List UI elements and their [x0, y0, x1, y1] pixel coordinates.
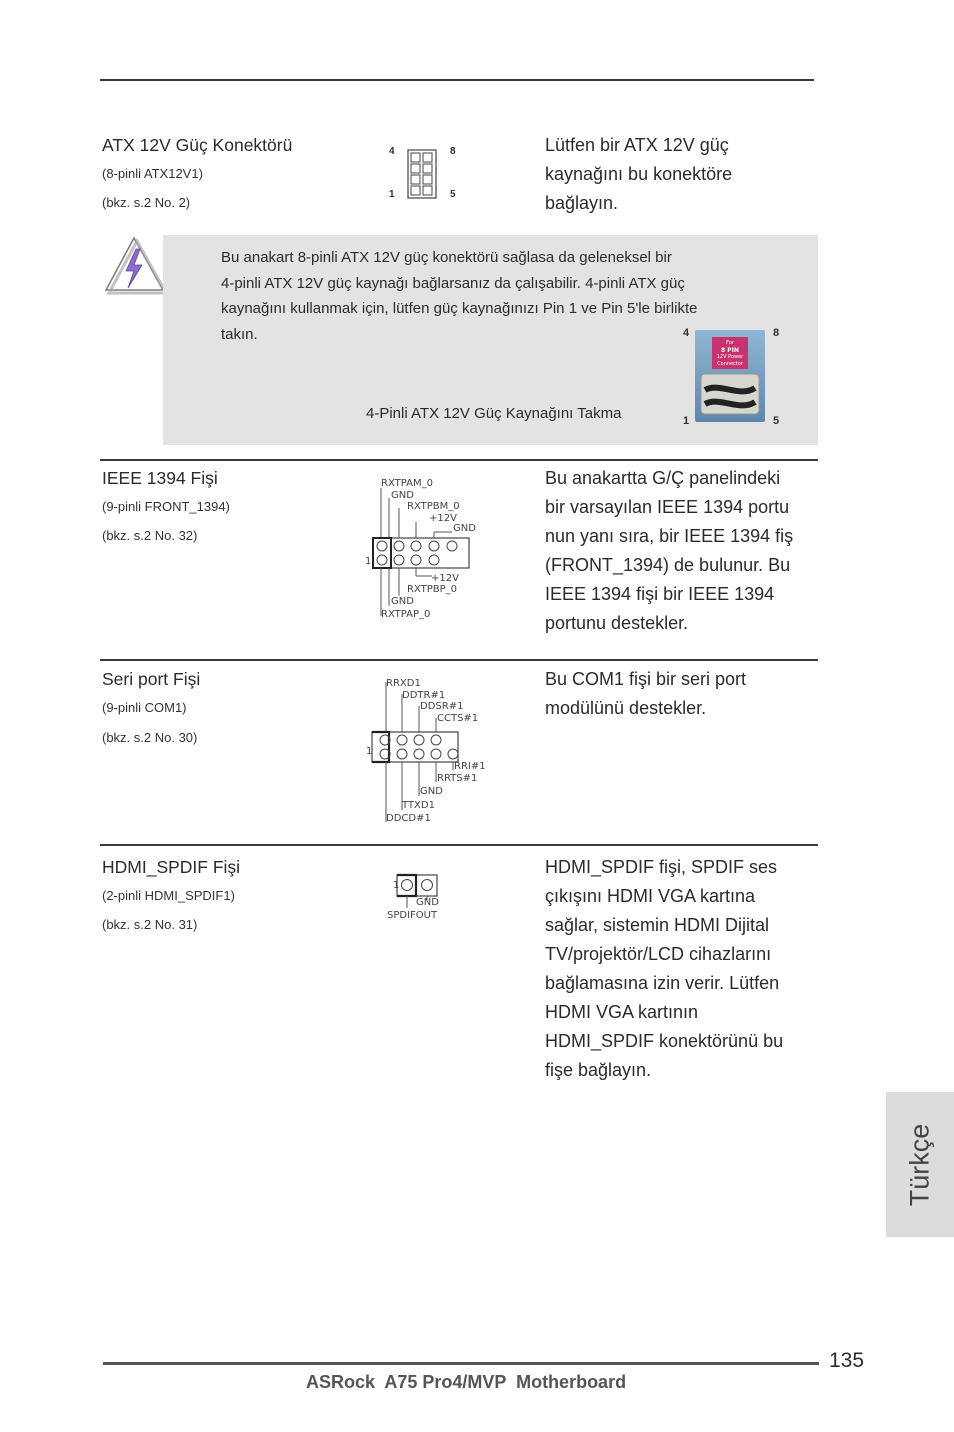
warning-icon: [100, 235, 166, 295]
ieee-subtitle-pins: (9-pinli FRONT_1394): [102, 499, 230, 514]
com-pin-rrxd1: RRXD1: [386, 678, 421, 689]
connector-photo-label: For 8 PIN 12V Power Connector: [712, 337, 748, 369]
ieee-desc-line: (FRONT_1394) de bulunur. Bu: [545, 555, 791, 575]
hdmi-pin-gnd: GND: [416, 897, 439, 908]
photo-pin-label-8: 8: [773, 327, 780, 339]
hdmi-desc-line: HDMI_SPDIF konektörünü bu: [545, 1031, 784, 1051]
com-pin-ddsr: DDSR#1: [420, 701, 464, 712]
atx-pin-label-4: 4: [389, 146, 395, 157]
com-pin-ddcd: DDCD#1: [386, 813, 431, 824]
note-caption: 4-Pinli ATX 12V Güç Kaynağını Takma: [366, 405, 622, 422]
atx-pin-label-5: 5: [450, 189, 456, 200]
hdmi-desc-line: HDMI VGA kartının: [545, 1002, 699, 1022]
atx-title: ATX 12V Güç Konektörü: [102, 135, 293, 155]
hdmi-description: [545, 853, 820, 1085]
photo-pin-label-5: 5: [773, 415, 780, 427]
ieee-desc-line: Bu anakartta G/Ç panelindeki: [545, 468, 781, 488]
connector-photo: [695, 330, 765, 422]
hdmi-subtitle-ref: (bkz. s.2 No. 31): [102, 917, 198, 932]
note-line: Bu anakart 8-pinli ATX 12V güç konektörü sağlasa da geleneksel bir: [221, 249, 672, 266]
ieee-subtitle-ref: (bkz. s.2 No. 32): [102, 528, 198, 543]
atx-desc-line: Lütfen bir ATX 12V güç: [545, 135, 729, 155]
atx-subtitle-ref: (bkz. s.2 No. 2): [102, 195, 191, 210]
ieee-pin-diagram: [364, 476, 504, 626]
hdmi-title: HDMI_SPDIF Fişi: [102, 857, 241, 877]
footer-rule: [103, 1362, 819, 1365]
ieee-pin-1: 1: [365, 556, 372, 567]
ieee-pin-rxtpap: RXTPAP_0: [381, 609, 431, 620]
hdmi-desc-line: HDMI_SPDIF fişi, SPDIF ses: [545, 857, 778, 877]
com-pin-rri: RRI#1: [454, 761, 486, 772]
hdmi-desc-line: çıkışını HDMI VGA kartına: [545, 886, 756, 906]
page-number: 135: [829, 1349, 865, 1372]
com-description: [545, 665, 820, 723]
com-title: Seri port Fişi: [102, 669, 201, 689]
atx-connector-diagram: [384, 143, 464, 205]
ieee-header-icon: [364, 476, 504, 626]
atx-description: [545, 131, 815, 218]
language-side-tab: [886, 1092, 954, 1237]
com-subtitle-pins: (9-pinli COM1): [102, 700, 187, 715]
section-rule: [100, 844, 818, 846]
ieee-pin-rxtpbm: RXTPBM_0: [407, 501, 460, 512]
photo-pin-label-4: 4: [683, 327, 690, 339]
com-pin-1: 1: [366, 746, 373, 757]
photo-pin-label-1: 1: [683, 415, 690, 427]
ieee-desc-line: portunu destekler.: [545, 613, 689, 633]
hdmi-pin-1: 1: [393, 880, 400, 891]
atx-desc-line: kaynağını bu konektöre: [545, 164, 733, 184]
ieee-pin-gnd-bot: GND: [391, 596, 414, 607]
hdmi-pin-diagram: [386, 872, 446, 924]
hdmi-pin-spdifout: SPDIFOUT: [387, 910, 438, 921]
com-pin-gnd: GND: [420, 786, 443, 797]
com-pin-ccts: CCTS#1: [437, 713, 479, 724]
section-rule: [100, 459, 818, 461]
ieee-desc-line: IEEE 1394 fişi bir IEEE 1394: [545, 584, 775, 604]
note-box: [163, 235, 818, 445]
ieee-desc-line: bir varsayılan IEEE 1394 portu: [545, 497, 790, 517]
ieee-desc-line: nun yanı sıra, bir IEEE 1394 fiş: [545, 526, 794, 546]
com-desc-line: Bu COM1 fişi bir seri port: [545, 669, 747, 689]
com-desc-line: modülünü destekler.: [545, 698, 707, 718]
atx-desc-line: bağlayın.: [545, 193, 619, 213]
ieee-title: IEEE 1394 Fişi: [102, 468, 218, 488]
com-pin-ddtr: DDTR#1: [402, 690, 446, 701]
hdmi-desc-line: fişe bağlayın.: [545, 1060, 652, 1080]
atx-pin-label-8: 8: [450, 146, 456, 157]
ieee-pin-12v-bot: +12V: [431, 573, 459, 584]
note-line: kaynağını kullanmak için, lütfen güç kaynağınızı Pin 1 ve Pin 5'le birlikte: [221, 300, 698, 317]
ieee-pin-gnd-top: GND: [391, 490, 414, 501]
ieee-pin-12v-top: +12V: [429, 513, 457, 524]
language-tab-label: Türkçe: [904, 1123, 935, 1206]
footer-product-name: ASRock A75 Pro4/MVP Motherboard: [306, 1372, 627, 1392]
com-pin-ttxd: TTXD1: [402, 800, 435, 811]
hdmi-subtitle-pins: (2-pinli HDMI_SPDIF1): [102, 888, 235, 903]
hdmi-desc-line: TV/projektör/LCD cihazlarını: [545, 944, 772, 964]
hdmi-desc-line: bağlamasına izin verir. Lütfen: [545, 973, 780, 993]
hdmi-desc-line: sağlar, sistemin HDMI Dijital: [545, 915, 770, 935]
atx-pin-label-1: 1: [389, 189, 395, 200]
top-rule: [100, 79, 814, 81]
ieee-description: [545, 464, 820, 638]
com-subtitle-ref: (bkz. s.2 No. 30): [102, 730, 198, 745]
note-line: 4-pinli ATX 12V güç kaynağı bağlarsanız da çalışabilir. 4-pinli ATX güç: [221, 274, 685, 292]
atx-8pin-connector-icon: [407, 149, 437, 199]
section-rule: [100, 659, 818, 661]
ieee-pin-gnd-top2: GND: [453, 523, 476, 534]
com-pin-diagram: [364, 676, 494, 826]
atx-subtitle-pins: (8-pinli ATX12V1): [102, 166, 203, 181]
cable-icon: [695, 330, 765, 422]
note-line: takın.: [221, 325, 258, 343]
ieee-pin-rxtpbp: RXTPBP_0: [407, 584, 458, 595]
ieee-pin-rxtpam: RXTPAM_0: [381, 478, 433, 489]
com-pin-rrts: RRTS#1: [437, 773, 478, 784]
